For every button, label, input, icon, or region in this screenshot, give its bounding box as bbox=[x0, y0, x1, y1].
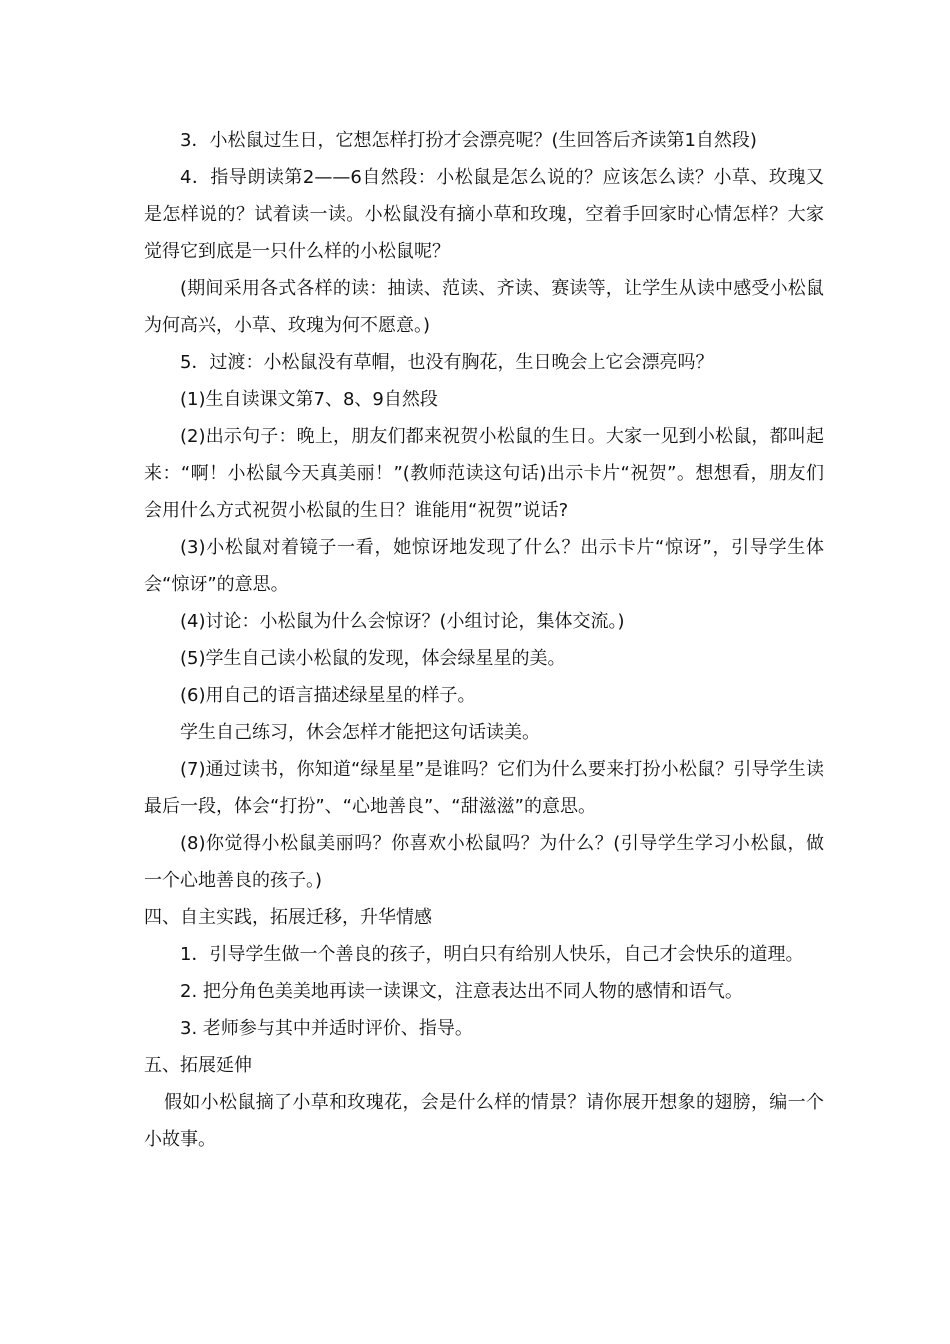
paragraph-sub-8: (8)你觉得小松鼠美丽吗？你喜欢小松鼠吗？为什么？(引导学生学习小松鼠，做一个心地善良的孩子。) bbox=[144, 833, 824, 891]
paragraph-sub-3: (3)小松鼠对着镜子一看，她惊讶地发现了什么？出示卡片“惊讶”，引导学生体会“惊讶”的意思。 bbox=[144, 537, 824, 595]
paragraph-step-5: 5．过渡：小松鼠没有草帽，也没有胸花，生日晚会上它会漂亮吗？ bbox=[180, 352, 714, 373]
paragraph-sub-6: (6)用自己的语言描述绿星星的样子。 bbox=[180, 685, 476, 706]
paragraph-sub-4: (4)讨论：小松鼠为什么会惊讶？(小组讨论，集体交流。) bbox=[180, 611, 625, 632]
section-heading-4: 四、自主实践，拓展迁移，升华情感 bbox=[144, 907, 432, 928]
paragraph-section4-item-2: 2. 把分角色美美地再读一读课文，注意表达出不同人物的感情和语气。 bbox=[180, 981, 743, 1002]
paragraph-sub-5: (5)学生自己读小松鼠的发现，体会绿星星的美。 bbox=[180, 648, 566, 669]
paragraph-sub-1: (1)生自读课文第7、8、9自然段 bbox=[180, 389, 438, 410]
document-body bbox=[144, 122, 824, 1158]
section-heading-5: 五、拓展延伸 bbox=[144, 1055, 252, 1076]
paragraph-step-3: 3．小松鼠过生日，它想怎样打扮才会漂亮呢？(生回答后齐读第1自然段) bbox=[180, 130, 757, 151]
paragraph-step-4: 4．指导朗读第2——6自然段：小松鼠是怎么说的？应该怎么读？小草、玫瑰又是怎样说的？试着读一读。小松鼠没有摘小草和玫瑰，空着手回家时心情怎样？大家觉得它到底是一只什么样的小松鼠呢？ bbox=[144, 167, 824, 262]
paragraph-sub-7: (7)通过读书，你知道“绿星星”是谁吗？它们为什么要来打扮小松鼠？引导学生读最后一段，体会“打扮”、“心地善良”、“甜滋滋”的意思。 bbox=[144, 759, 824, 817]
paragraph-extension: 假如小松鼠摘了小草和玫瑰花，会是什么样的情景？请你展开想象的翅膀，编一个小故事。 bbox=[144, 1092, 824, 1150]
paragraph-practice: 学生自己练习，休会怎样才能把这句话读美。 bbox=[180, 722, 540, 743]
paragraph-section4-item-1: 1．引导学生做一个善良的孩子，明白只有给别人快乐，自己才会快乐的道理。 bbox=[180, 944, 804, 965]
paragraph-sub-2: (2)出示句子：晚上，朋友们都来祝贺小松鼠的生日。大家一见到小松鼠，都叫起来：“啊！小松鼠今天真美丽！”(教师范读这句话)出示卡片“祝贺”。想想看，朋友们会用什么方式祝贺小松鼠的生日？谁能用“祝贺”说话? bbox=[144, 426, 824, 521]
paragraph-section4-item-3: 3. 老师参与其中并适时评价、指导。 bbox=[180, 1018, 473, 1039]
paragraph-reading-note: (期间采用各式各样的读：抽读、范读、齐读、赛读等，让学生从读中感受小松鼠为何高兴，小草、玫瑰为何不愿意。) bbox=[144, 278, 824, 336]
